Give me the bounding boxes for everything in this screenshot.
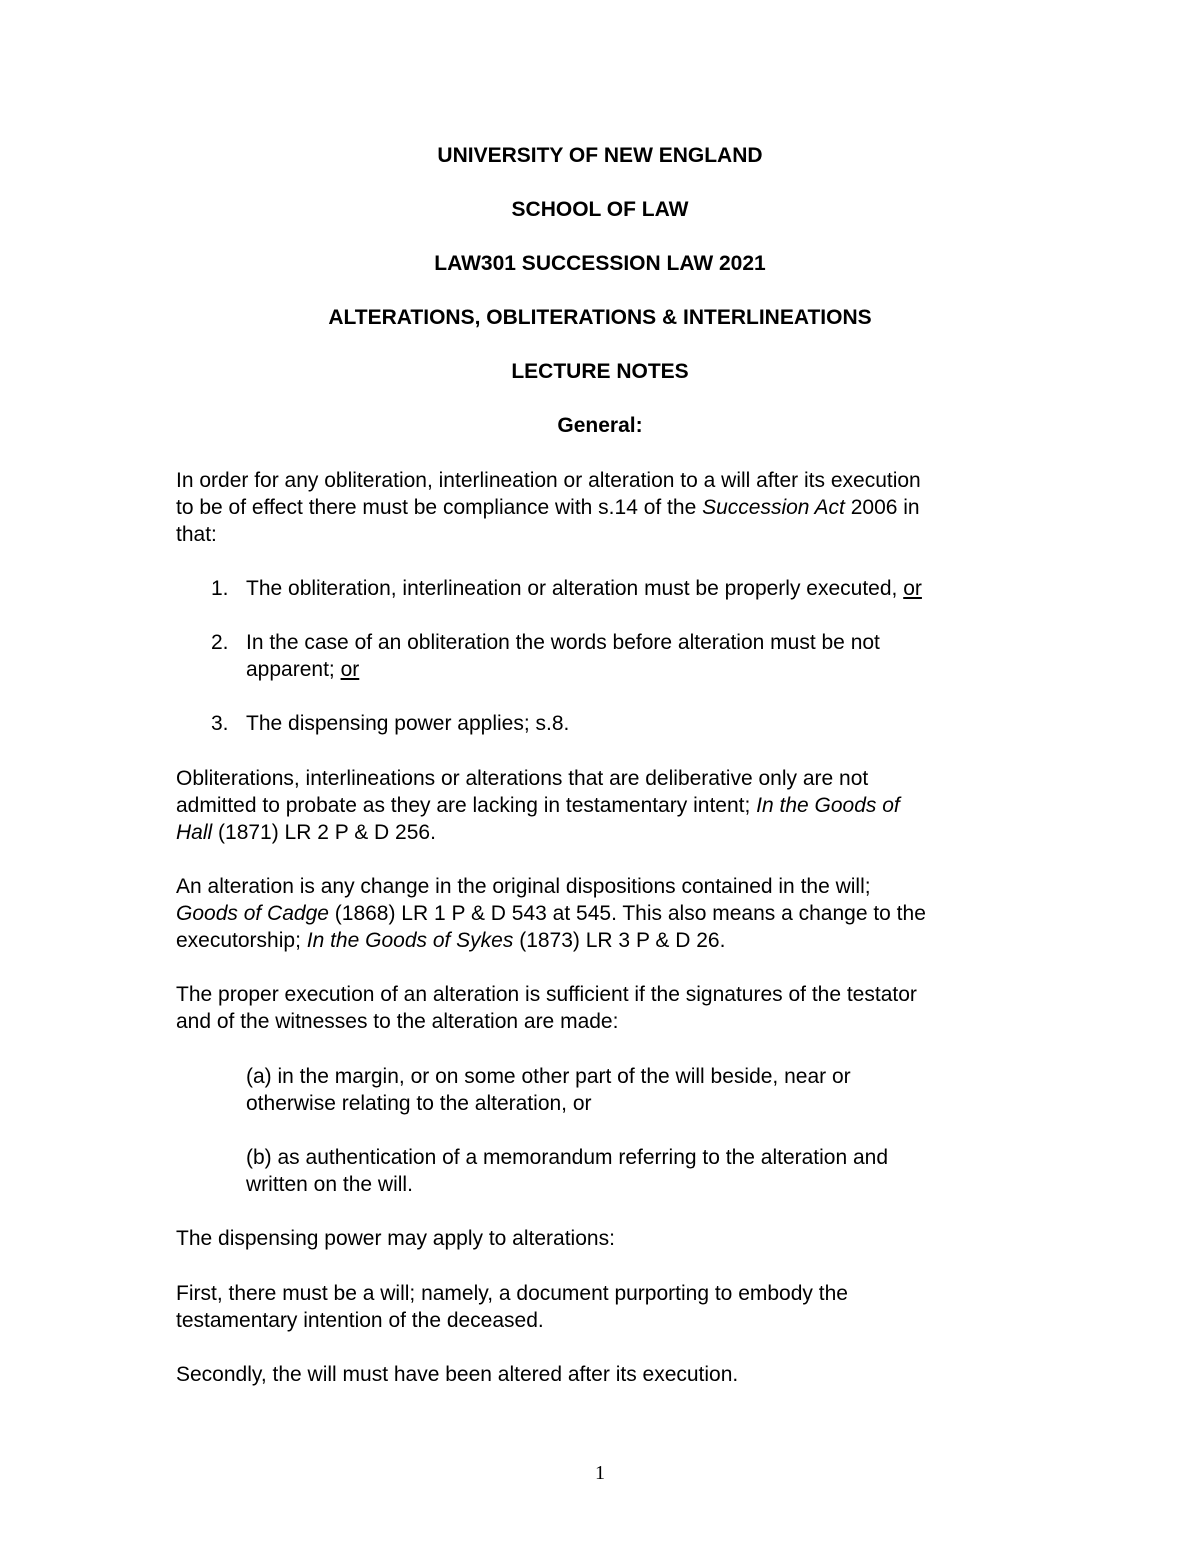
paragraph-line: First, there must be a will; namely, a document purporting to embody the [176,1282,848,1305]
paragraph-line [176,792,1036,819]
paragraph-text: executorship; [176,929,307,952]
intro-text: to be of effect there must be compliance with s.14 of the [176,496,703,519]
dispensing-paragraph [176,1225,1036,1252]
paragraph-line: The dispensing power may apply to alterations: [176,1227,615,1250]
paragraph-line [176,900,1036,927]
underlined-or: or [340,658,360,681]
list-item-3 [211,710,1031,737]
case-citation: Goods of Cadge [176,902,329,925]
topic-heading: ALTERATIONS, OBLITERATIONS & INTERLINEATIONS [328,306,872,329]
second-paragraph [176,1361,1036,1388]
intro-line: In order for any obliteration, interlineation or alteration to a will after its execution [176,469,921,492]
paragraph-line [176,927,1036,954]
list-item-text: The dispensing power applies; s.8. [246,712,570,735]
paragraph-text: (1868) LR 1 P & D 543 at 545. This also means a change to the [328,902,926,925]
list-number: 3. [211,712,229,735]
page-number: 1 [595,1462,605,1484]
list-item-text [246,656,1031,683]
first-paragraph [176,1280,1036,1334]
list-item-text: In the case of an obliteration the words before alteration must be not [246,631,880,654]
intro-paragraph [176,467,1036,548]
intro-line: that: [176,523,217,546]
act-citation: Succession Act [702,496,845,519]
list-item-1 [211,575,1031,602]
deliberative-paragraph [176,765,1036,846]
school-heading: SCHOOL OF LAW [511,198,689,221]
intro-text: 2006 in [844,496,920,519]
course-heading: LAW301 SUCCESSION LAW 2021 [434,252,766,275]
paragraph-line [176,819,1036,846]
case-citation: In the Goods of Sykes [306,929,514,952]
list-number: 2. [211,631,229,654]
intro-line [176,494,1036,521]
paragraph-line: Secondly, the will must have been altered after its execution. [176,1363,739,1386]
sub-item-a [246,1063,1046,1117]
doc-type-heading: LECTURE NOTES [511,360,689,383]
paragraph-line: Obliterations, interlineations or alterations that are deliberative only are not [176,767,869,790]
university-heading: UNIVERSITY OF NEW ENGLAND [437,144,763,167]
alteration-paragraph [176,873,1036,954]
case-citation: Hall [176,821,213,844]
underlined-or: or [903,577,922,600]
sub-item-line: (a) in the margin, or on some other part of the will beside, near or [246,1065,851,1088]
list-item-2 [211,629,1031,683]
paragraph-text: (1873) LR 3 P & D 26. [513,929,726,952]
sub-item-b [246,1144,1046,1198]
paragraph-line: and of the witnesses to the alteration are made: [176,1010,619,1033]
execution-paragraph [176,981,1036,1035]
list-number: 1. [211,577,229,600]
paragraph-line: testamentary intention of the deceased. [176,1309,544,1332]
list-text: apparent; [246,658,341,681]
paragraph-line: An alteration is any change in the original dispositions contained in the will; [176,875,871,898]
sub-item-line: written on the will. [246,1173,413,1196]
list-item-text [246,575,1031,602]
paragraph-text: (1871) LR 2 P & D 256. [212,821,436,844]
paragraph-line: The proper execution of an alteration is sufficient if the signatures of the testator [176,983,917,1006]
section-heading: General: [557,414,643,437]
sub-item-line: otherwise relating to the alteration, or [246,1092,592,1115]
case-citation: In the Goods of [756,794,900,817]
paragraph-text: admitted to probate as they are lacking in testamentary intent; [176,794,757,817]
sub-item-line: (b) as authentication of a memorandum referring to the alteration and [246,1146,889,1169]
list-text: The obliteration, interlineation or alteration must be properly executed, [246,577,904,600]
